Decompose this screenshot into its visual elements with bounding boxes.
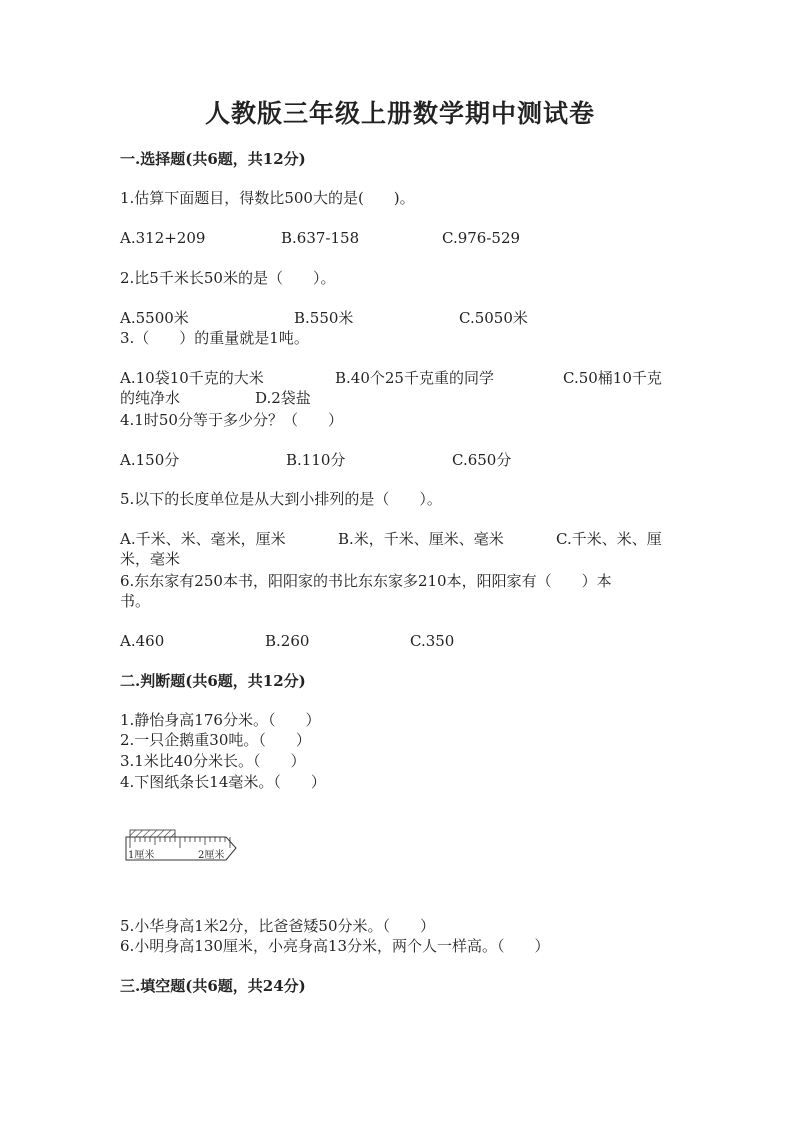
- question-5-option-c: C.千米、米、厘: [556, 530, 662, 548]
- question-6-option-c: C.350: [410, 632, 455, 650]
- question-3-option-b: B.40个25千克重的同学: [335, 369, 494, 387]
- ruler-figure: [118, 826, 258, 870]
- ruler-label-1cm: 1厘米: [128, 850, 155, 861]
- question-5-option-a: A.千米、米、毫米，厘米: [120, 530, 286, 548]
- judgement-item-1: 1.静怡身高176分米。（ ）: [120, 711, 321, 729]
- question-4-option-c: C.650分: [452, 451, 512, 469]
- section-heading-fill-in: 三.填空题(共6题，共24分): [120, 977, 306, 995]
- question-5-option-c-continued: 米，毫米: [120, 550, 181, 568]
- question-1-stem: 1.估算下面题目，得数比500大的是( )。: [120, 189, 415, 207]
- section-heading-choice: 一.选择题(共6题，共12分): [120, 150, 306, 168]
- question-4-stem: 4.1时50分等于多少分？（ ）: [120, 411, 343, 429]
- question-6-option-a: A.460: [120, 632, 165, 650]
- question-4-option-b: B.110分: [286, 451, 346, 469]
- question-3-option-d: D.2袋盐: [255, 389, 311, 407]
- question-4-option-a: A.150分: [120, 451, 180, 469]
- question-6-option-b: B.260: [265, 632, 310, 650]
- judgement-item-3: 3.1米比40分米长。（ ）: [120, 752, 306, 770]
- question-2-option-b: B.550米: [294, 309, 354, 327]
- question-3-option-c-continued: 的纯净水: [120, 389, 181, 407]
- question-6-stem-continued: 书。: [120, 592, 151, 610]
- question-3-stem: 3.（ ）的重量就是1吨。: [120, 329, 309, 347]
- question-2-option-a: A.5500米: [120, 309, 189, 327]
- question-2-option-c: C.5050米: [459, 309, 528, 327]
- question-1-option-b: B.637-158: [281, 229, 360, 247]
- question-3-option-c: C.50桶10千克: [563, 369, 662, 387]
- question-3-option-a: A.10袋10千克的大米: [120, 369, 264, 387]
- paper-strip: [130, 830, 175, 837]
- question-5-option-b: B.米，千米、厘米、毫米: [338, 530, 504, 548]
- judgement-item-6: 6.小明身高130厘米，小亮身高13分米，两个人一样高。（ ）: [120, 937, 550, 955]
- question-1-option-c: C.976-529: [442, 229, 521, 247]
- judgement-item-2: 2.一只企鹅重30吨。（ ）: [120, 731, 311, 749]
- ruler-label-2cm: 2厘米: [198, 850, 225, 861]
- question-5-stem: 5.以下的长度单位是从大到小排列的是（ ）。: [120, 490, 442, 508]
- section-heading-judgement: 二.判断题(共6题，共12分): [120, 672, 306, 690]
- page-title: 人教版三年级上册数学期中测试卷: [204, 99, 595, 128]
- question-6-stem: 6.东东家有250本书，阳阳家的书比东东家多210本，阳阳家有（ ）本: [120, 572, 612, 590]
- question-1-option-a: A.312+209: [120, 229, 206, 247]
- question-2-stem: 2.比5千米长50米的是（ ）。: [120, 269, 336, 287]
- judgement-item-4: 4.下图纸条长14毫米。（ ）: [120, 773, 326, 791]
- judgement-item-5: 5.小华身高1米2分，比爸爸矮50分米。（ ）: [120, 917, 435, 935]
